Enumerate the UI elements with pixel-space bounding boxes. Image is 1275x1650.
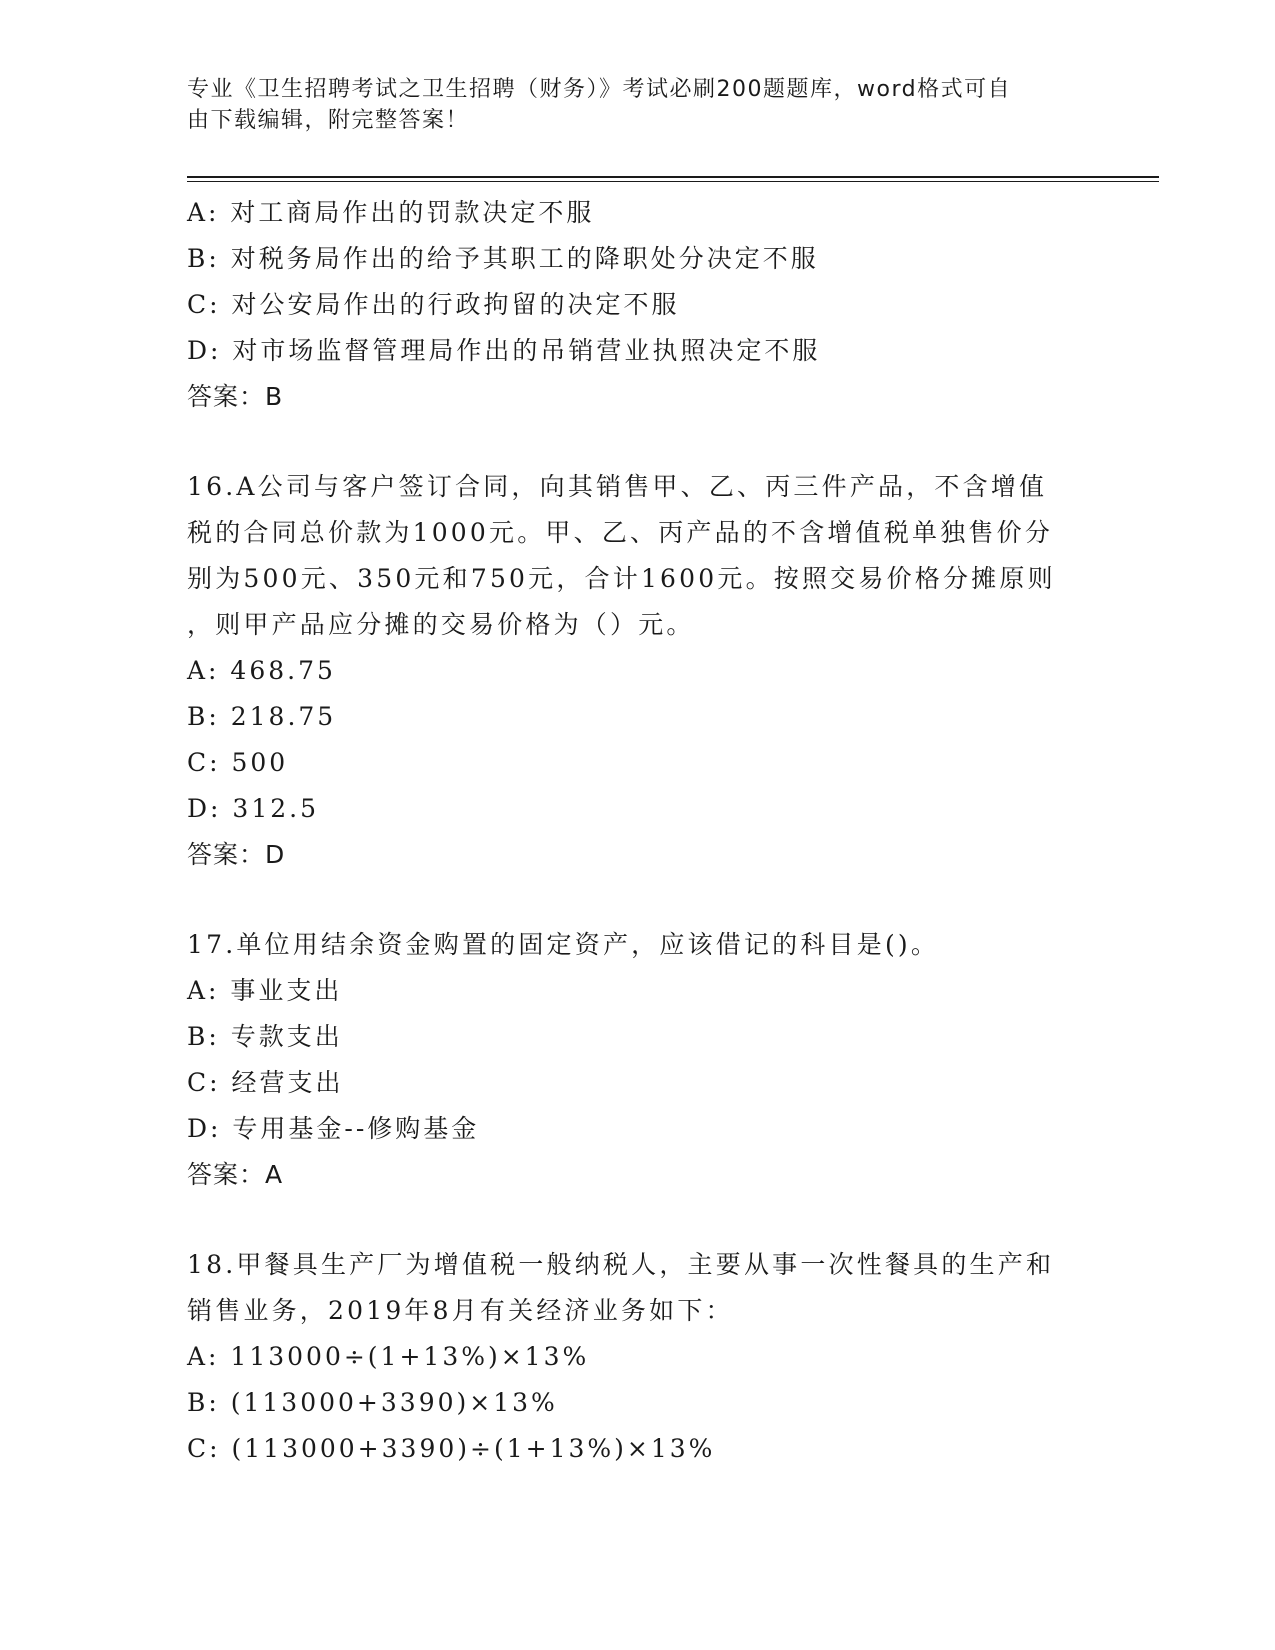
- question-line: 销售业务，2019年8月有关经济业务如下：: [187, 1296, 734, 1325]
- answer-line: 答案：A: [187, 1160, 284, 1189]
- option-a: A: 468.75: [187, 656, 336, 685]
- question-17: [187, 922, 1087, 1198]
- question-line: ，则甲产品应分摊的交易价格为（）元。: [187, 610, 695, 639]
- option-c: C: 500: [187, 748, 289, 777]
- question-line: 16.A公司与客户签订合同，向其销售甲、乙、丙三件产品，不含增值: [187, 472, 1048, 501]
- question-content: [187, 190, 1087, 1472]
- document-header: [187, 74, 1067, 136]
- header-rule-thick: [187, 176, 1159, 178]
- option-b: B: 对税务局作出的给予其职工的降职处分决定不服: [187, 244, 819, 273]
- question-line: 18.甲餐具生产厂为增值税一般纳税人，主要从事一次性餐具的生产和: [187, 1250, 1055, 1279]
- header-rule-thin: [187, 181, 1159, 182]
- option-d: D: 312.5: [187, 794, 319, 823]
- question-line: 17.单位用结余资金购置的固定资产，应该借记的科目是()。: [187, 930, 940, 959]
- answer-line: 答案：B: [187, 382, 284, 411]
- option-c: C: 经营支出: [187, 1068, 344, 1097]
- question-text: [187, 922, 1087, 968]
- option-a: A: 事业支出: [187, 976, 343, 1005]
- option-a: A: 113000÷(1+13%)×13%: [187, 1342, 590, 1371]
- answer-line: 答案：D: [187, 840, 286, 869]
- question-line: 别为500元、350元和750元，合计1600元。按照交易价格分摊原则: [187, 564, 1056, 593]
- option-a: A: 对工商局作出的罚款决定不服: [187, 198, 595, 227]
- option-c: C: 对公安局作出的行政拘留的决定不服: [187, 290, 680, 319]
- header-line-1: 专业《卫生招聘考试之卫生招聘（财务）》考试必刷200题题库，word格式可自: [187, 77, 1012, 102]
- question-18: [187, 1242, 1087, 1472]
- question-text: [187, 1242, 1087, 1334]
- option-d: D: 专用基金--修购基金: [187, 1114, 480, 1143]
- question-15: [187, 190, 1087, 420]
- option-b: B: 218.75: [187, 702, 337, 731]
- header-line-2: 由下载编辑，附完整答案！: [187, 108, 470, 133]
- question-16: [187, 464, 1087, 878]
- option-d: D: 对市场监督管理局作出的吊销营业执照决定不服: [187, 336, 821, 365]
- option-b: B: (113000+3390)×13%: [187, 1388, 558, 1417]
- option-c: C: (113000+3390)÷(1+13%)×13%: [187, 1434, 716, 1463]
- question-line: 税的合同总价款为1000元。甲、乙、丙产品的不含增值税单独售价分: [187, 518, 1054, 547]
- option-b: B: 专款支出: [187, 1022, 343, 1051]
- question-text: [187, 464, 1087, 648]
